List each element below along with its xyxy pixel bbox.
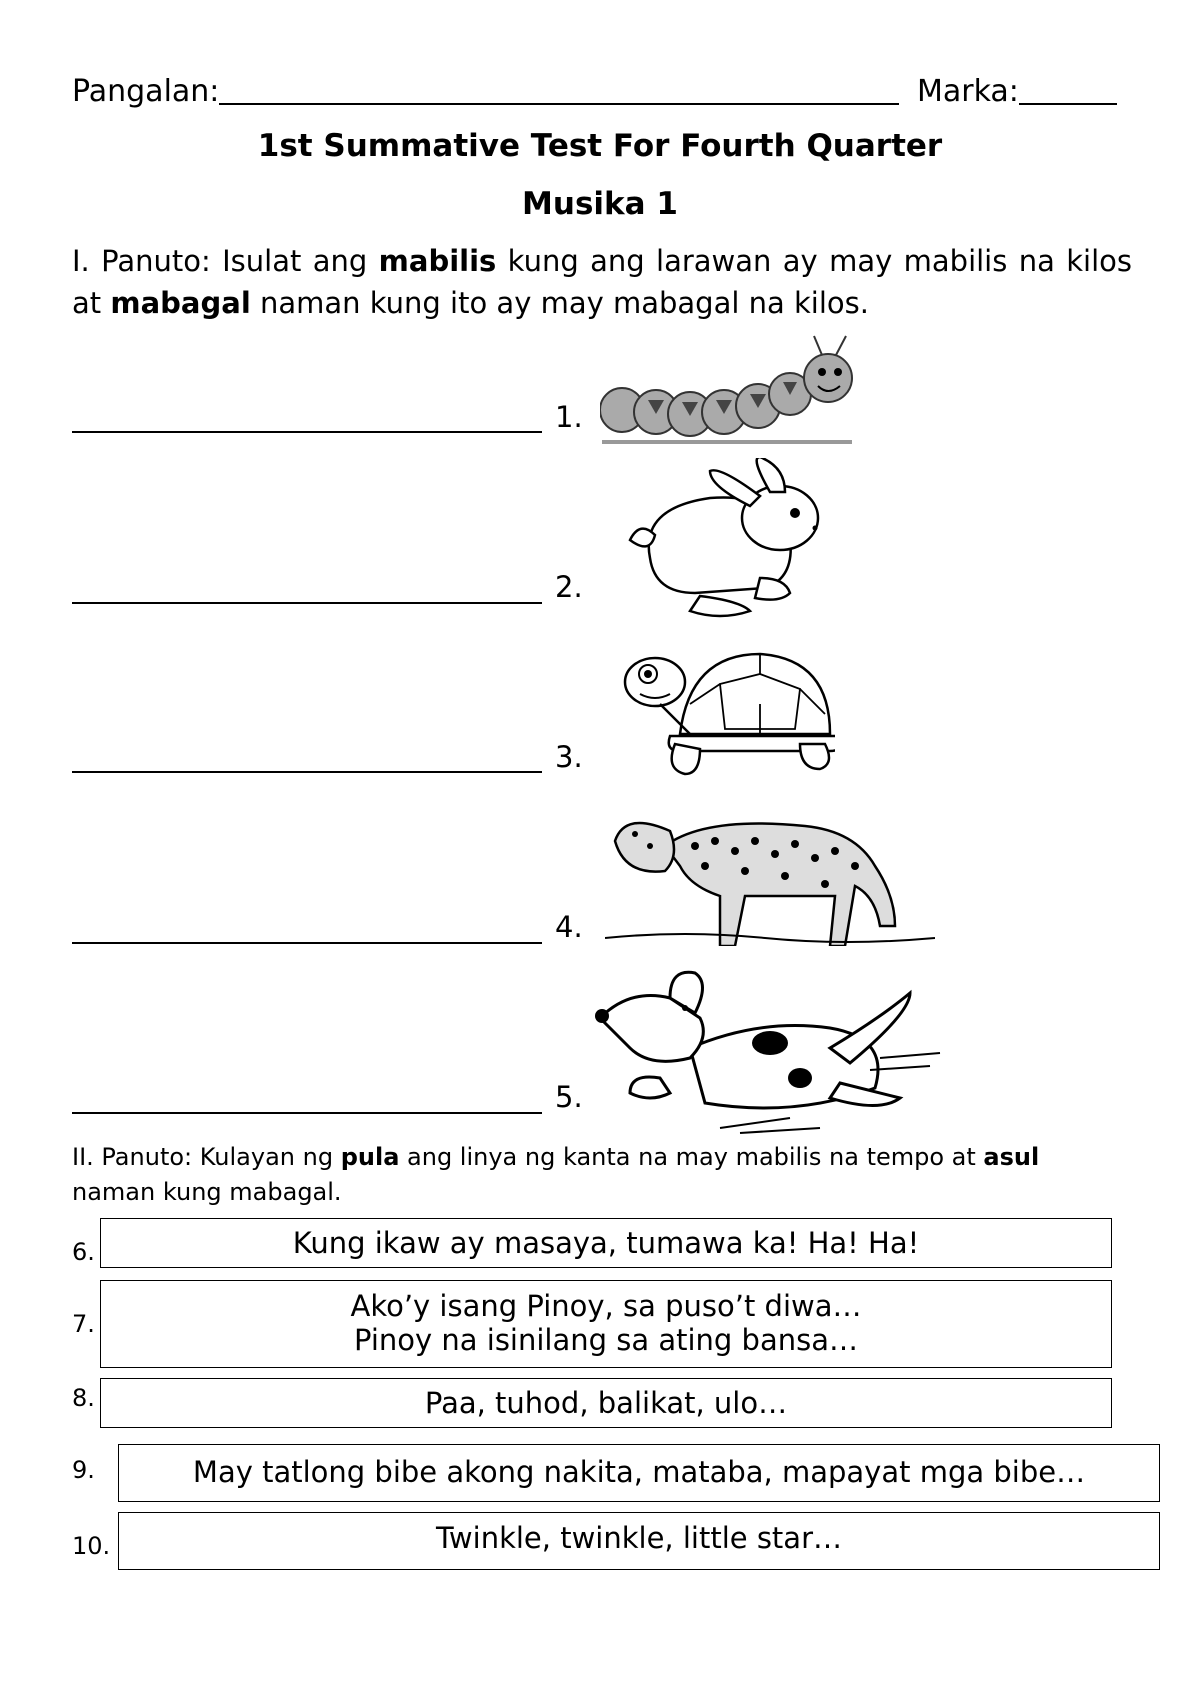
answer-line-4[interactable]: [72, 942, 542, 944]
rabbit-icon: [610, 458, 830, 623]
item-number-2: 2.: [555, 570, 583, 604]
subject-title: Musika 1: [522, 186, 678, 222]
song-line-box[interactable]: [100, 1378, 1112, 1428]
turtle-icon: [620, 644, 835, 779]
part1-mid: kung ang larawan ay may mabilis na kilos at: [72, 244, 1132, 320]
part2-keyword-red: pula: [340, 1143, 400, 1171]
song-line-text: Twinkle, twinkle, little star…: [436, 1521, 842, 1555]
test-title: 1st Summative Test For Fourth Quarter: [257, 128, 943, 164]
part1-keyword-fast: mabilis: [378, 244, 497, 278]
part1-prefix: I. Panuto: Isulat ang: [72, 244, 379, 278]
item-number-5: 5.: [555, 1080, 583, 1114]
song-line-text: May tatlong bibe akong nakita, mataba, mapayat mga bibe…: [192, 1455, 1086, 1489]
leopard-icon: [605, 806, 935, 946]
item-number-6: 6.: [72, 1238, 95, 1266]
item-number-9: 9.: [72, 1456, 95, 1484]
item-number-10: 10.: [72, 1532, 111, 1560]
item-number-1: 1.: [555, 400, 583, 434]
part2-mid: ang linya ng kanta na may mabilis na tempo at: [399, 1143, 984, 1171]
part1-instructions: [72, 240, 1132, 324]
item-number-8: 8.: [72, 1384, 95, 1412]
part2-keyword-blue: asul: [983, 1143, 1040, 1171]
answer-line-1[interactable]: [72, 431, 542, 433]
name-label: Pangalan:: [72, 74, 220, 109]
part2-instructions: [72, 1140, 1122, 1210]
song-line-box[interactable]: [100, 1218, 1112, 1268]
item-number-7: 7.: [72, 1310, 95, 1338]
item-number-3: 3.: [555, 740, 583, 774]
song-line-box[interactable]: [118, 1444, 1160, 1502]
header-row: [72, 72, 1132, 112]
part1-suffix: naman kung ito ay may mabagal na kilos.: [250, 286, 869, 320]
song-line-text: Paa, tuhod, balikat, ulo…: [424, 1386, 788, 1420]
score-label: Marka:: [916, 74, 1019, 109]
answer-line-2[interactable]: [72, 602, 542, 604]
answer-line-3[interactable]: [72, 771, 542, 773]
part1-keyword-slow: mabagal: [110, 286, 251, 320]
caterpillar-icon: [600, 330, 860, 450]
song-line-text: Kung ikaw ay masaya, tumawa ka! Ha! Ha!: [292, 1226, 920, 1260]
part2-prefix: II. Panuto: Kulayan ng: [72, 1143, 341, 1171]
running-dog-icon: [590, 968, 950, 1138]
song-line-text: Pinoy na isinilang sa ating bansa…: [353, 1323, 859, 1357]
name-blank[interactable]: [219, 73, 899, 105]
answer-line-5[interactable]: [72, 1112, 542, 1114]
item-number-4: 4.: [555, 910, 583, 944]
song-line-box[interactable]: [100, 1280, 1112, 1368]
part2-suffix: naman kung mabagal.: [72, 1178, 342, 1206]
score-blank[interactable]: [1019, 73, 1117, 105]
song-line-text: Ako’y isang Pinoy, sa puso’t diwa…: [350, 1289, 862, 1323]
song-line-box[interactable]: [118, 1512, 1160, 1570]
